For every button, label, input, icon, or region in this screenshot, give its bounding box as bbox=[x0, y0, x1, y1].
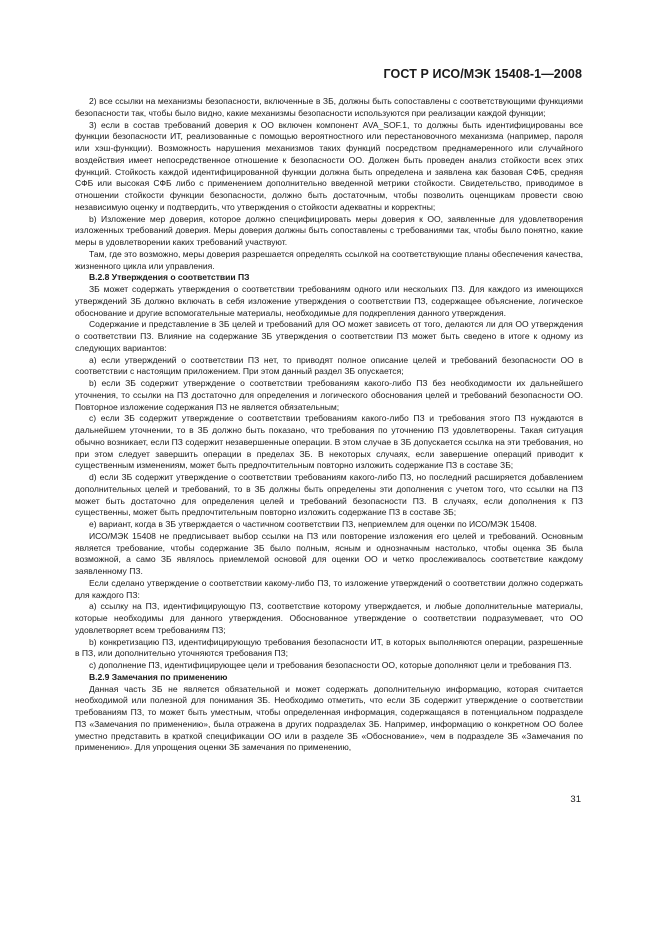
paragraph: Данная часть ЗБ не является обязательной и может содержать дополнительную информацию, которая считается необходимой или полезной для понимания ЗБ. Необходимо отметить, что если ЗБ содержит утверждение о соответствии требованиям ПЗ, то может быть уместным, чтобы определенная информация, содержащаяся в потенциальном подразделе ПЗ «Замечания по применению», была отражена в других подразделах ЗБ. Например, информацию о конкретном ОО более уместно представить в краткой спецификации ОО или в разделе ЗБ «Обоснование», чем в подразделе ЗБ «Замечания по применению». Для упрощения оценки ЗБ замечания по применению, bbox=[75, 683, 583, 753]
document-body bbox=[75, 96, 583, 754]
paragraph: a) если утверждений о соответствии ПЗ нет, то приводят полное описание целей и требований безопасности ОО в соответствии с настоящим приложением. При этом данный раздел ЗБ опускается; bbox=[75, 354, 583, 377]
paragraph: ЗБ может содержать утверждения о соответствии требованиям одного или нескольких ПЗ. Для каждого из имеющихся утверждений ЗБ должно включать в себя изложение утверждения о соответствии ПЗ, содержащее объяснение, логическое обоснование и другие вспомогательные материалы, необходимые для подкрепления данного утверждения. bbox=[75, 284, 583, 318]
paragraph: c) если ЗБ содержит утверждение о соответствии требованиям какого-либо ПЗ и требования этого ПЗ нуждаются в дальнейшем уточнении, то в ЗБ должно быть показано, что требования по уточнению ПЗ удовлетворены. Такая ситуация обычно возникает, если ПЗ содержит незавершенные операции. В этом случае в ЗБ допускается ссылка на эти требования, но при этом следует завершить операции в пределах ЗБ. В некоторых случаях, если завершение операций приводит к существенным изменениям, может быть предпочтительным повторно изложить содержание ПЗ в составе ЗБ; bbox=[75, 413, 583, 471]
paragraph: e) вариант, когда в ЗБ утверждается о частичном соответствии ПЗ, неприемлем для оценки по ИСО/МЭК 15408. bbox=[89, 519, 537, 529]
section-heading: В.2.8 Утверждения о соответствии ПЗ bbox=[89, 272, 250, 283]
section-heading: В.2.9 Замечания по применению bbox=[89, 671, 228, 682]
paragraph: c) дополнение ПЗ, идентифицирующее цели и требования безопасности ОО, которые дополняют цели и требования ПЗ. bbox=[89, 660, 572, 670]
paragraph: Если сделано утверждение о соответствии какому-либо ПЗ, то изложение утверждений о соответствии должно содержать для каждого ПЗ: bbox=[75, 577, 583, 600]
paragraph: b) конкретизацию ПЗ, идентифицирующую требования безопасности ИТ, в которых выполняются операции, разрешенные в ПЗ, или дополнительно уточняются требования ПЗ; bbox=[75, 636, 583, 659]
page-number: 31 bbox=[570, 794, 581, 805]
paragraph: b) Изложение мер доверия, которое должно специфицировать меры доверия к ОО, заявленные для удовлетворения изложенных требований доверия. Меры доверия должны быть сопоставлены с требованиями так, чтобы было понятно, какие меры в удовлетворении каких требований участвуют. bbox=[75, 213, 583, 247]
paragraph: d) если ЗБ содержит утверждение о соответствии требованиям какого-либо ПЗ, но последний расширяется добавлением дополнительных целей и требований, то в ЗБ должны быть определены эти дополнения с учетом того, что ссылки на ПЗ может быть достаточно для определения целей и требований безопасности ПЗ. В случаях, если дополнения к ПЗ существенны, может быть предпочтительным повторно изложить содержание ПЗ в составе ЗБ; bbox=[75, 472, 583, 518]
standard-header: ГОСТ Р ИСО/МЭК 15408-1—2008 bbox=[383, 67, 582, 81]
paragraph: ИСО/МЭК 15408 не предписывает выбор ссылки на ПЗ или повторение изложения его целей и требований. Основным является требование, чтобы содержание ЗБ было полным, ясным и однозначным настолько, чтобы оценка ЗБ была возможной, а само ЗБ являлось приемлемой основой для оценки ОО и четко прослеживалось соответствие каждому заявленному ПЗ. bbox=[75, 530, 583, 576]
paragraph: Содержание и представление в ЗБ целей и требований для ОО может зависеть от того, делаются ли для ОО утверждения о соответствии ПЗ. Влияние на содержание ЗБ утверждения о соответствии ПЗ может быть сведено в итоге к одному из следующих вариантов: bbox=[75, 319, 583, 353]
paragraph: 2) все ссылки на механизмы безопасности, включенные в ЗБ, должны быть сопоставлены с соответствующими функциями безопасности так, чтобы было видно, какие механизмы безопасности используются при реализации каждой функции; bbox=[75, 96, 583, 118]
paragraph: b) если ЗБ содержит утверждение о соответствии требованиям какого-либо ПЗ без необходимости их дальнейшего уточнения, то ссылки на ПЗ достаточно для определения и логического обоснования целей и требований безопасности ОО. Повторное изложение содержания ПЗ не является обязательным; bbox=[75, 378, 583, 412]
paragraph: a) ссылку на ПЗ, идентифицирующую ПЗ, соответствие которому утверждается, и любые дополнительные материалы, которые необходимы для данного утверждения. Обоснованное утверждение о соответствии подразумевает, что ОО удовлетворяет всем требованиям ПЗ; bbox=[75, 601, 583, 635]
paragraph: 3) если в состав требований доверия к ОО включен компонент AVA_SOF.1, то должны быть идентифицированы все функции безопасности ИТ, реализованные с помощью вероятностного или перестановочного механизма (например, пароля или хэш-функции). Возможность нарушения механизмов таких функций посредством преднамеренного или случайного воздействия имеет непосредственное отношение к безопасности ОО. Должен быть проведен анализ стойкости всех этих функций. Стойкость каждой идентифицированной функции должна быть определена и заявлена как базовая СФБ, средняя СФБ или высокая СФБ либо с применением дополнительно введенной метрики стойкости. Свидетельство, приводимое в отношении стойкости функции безопасности, должно быть достаточным, чтобы позволить оценщикам провести свою независимую оценку и подтвердить, что утверждения о стойкости адекватны и корректны; bbox=[75, 119, 583, 212]
paragraph: Там, где это возможно, меры доверия разрешается определять ссылкой на соответствующие планы обеспечения качества, жизненного цикла или управления. bbox=[75, 248, 583, 271]
